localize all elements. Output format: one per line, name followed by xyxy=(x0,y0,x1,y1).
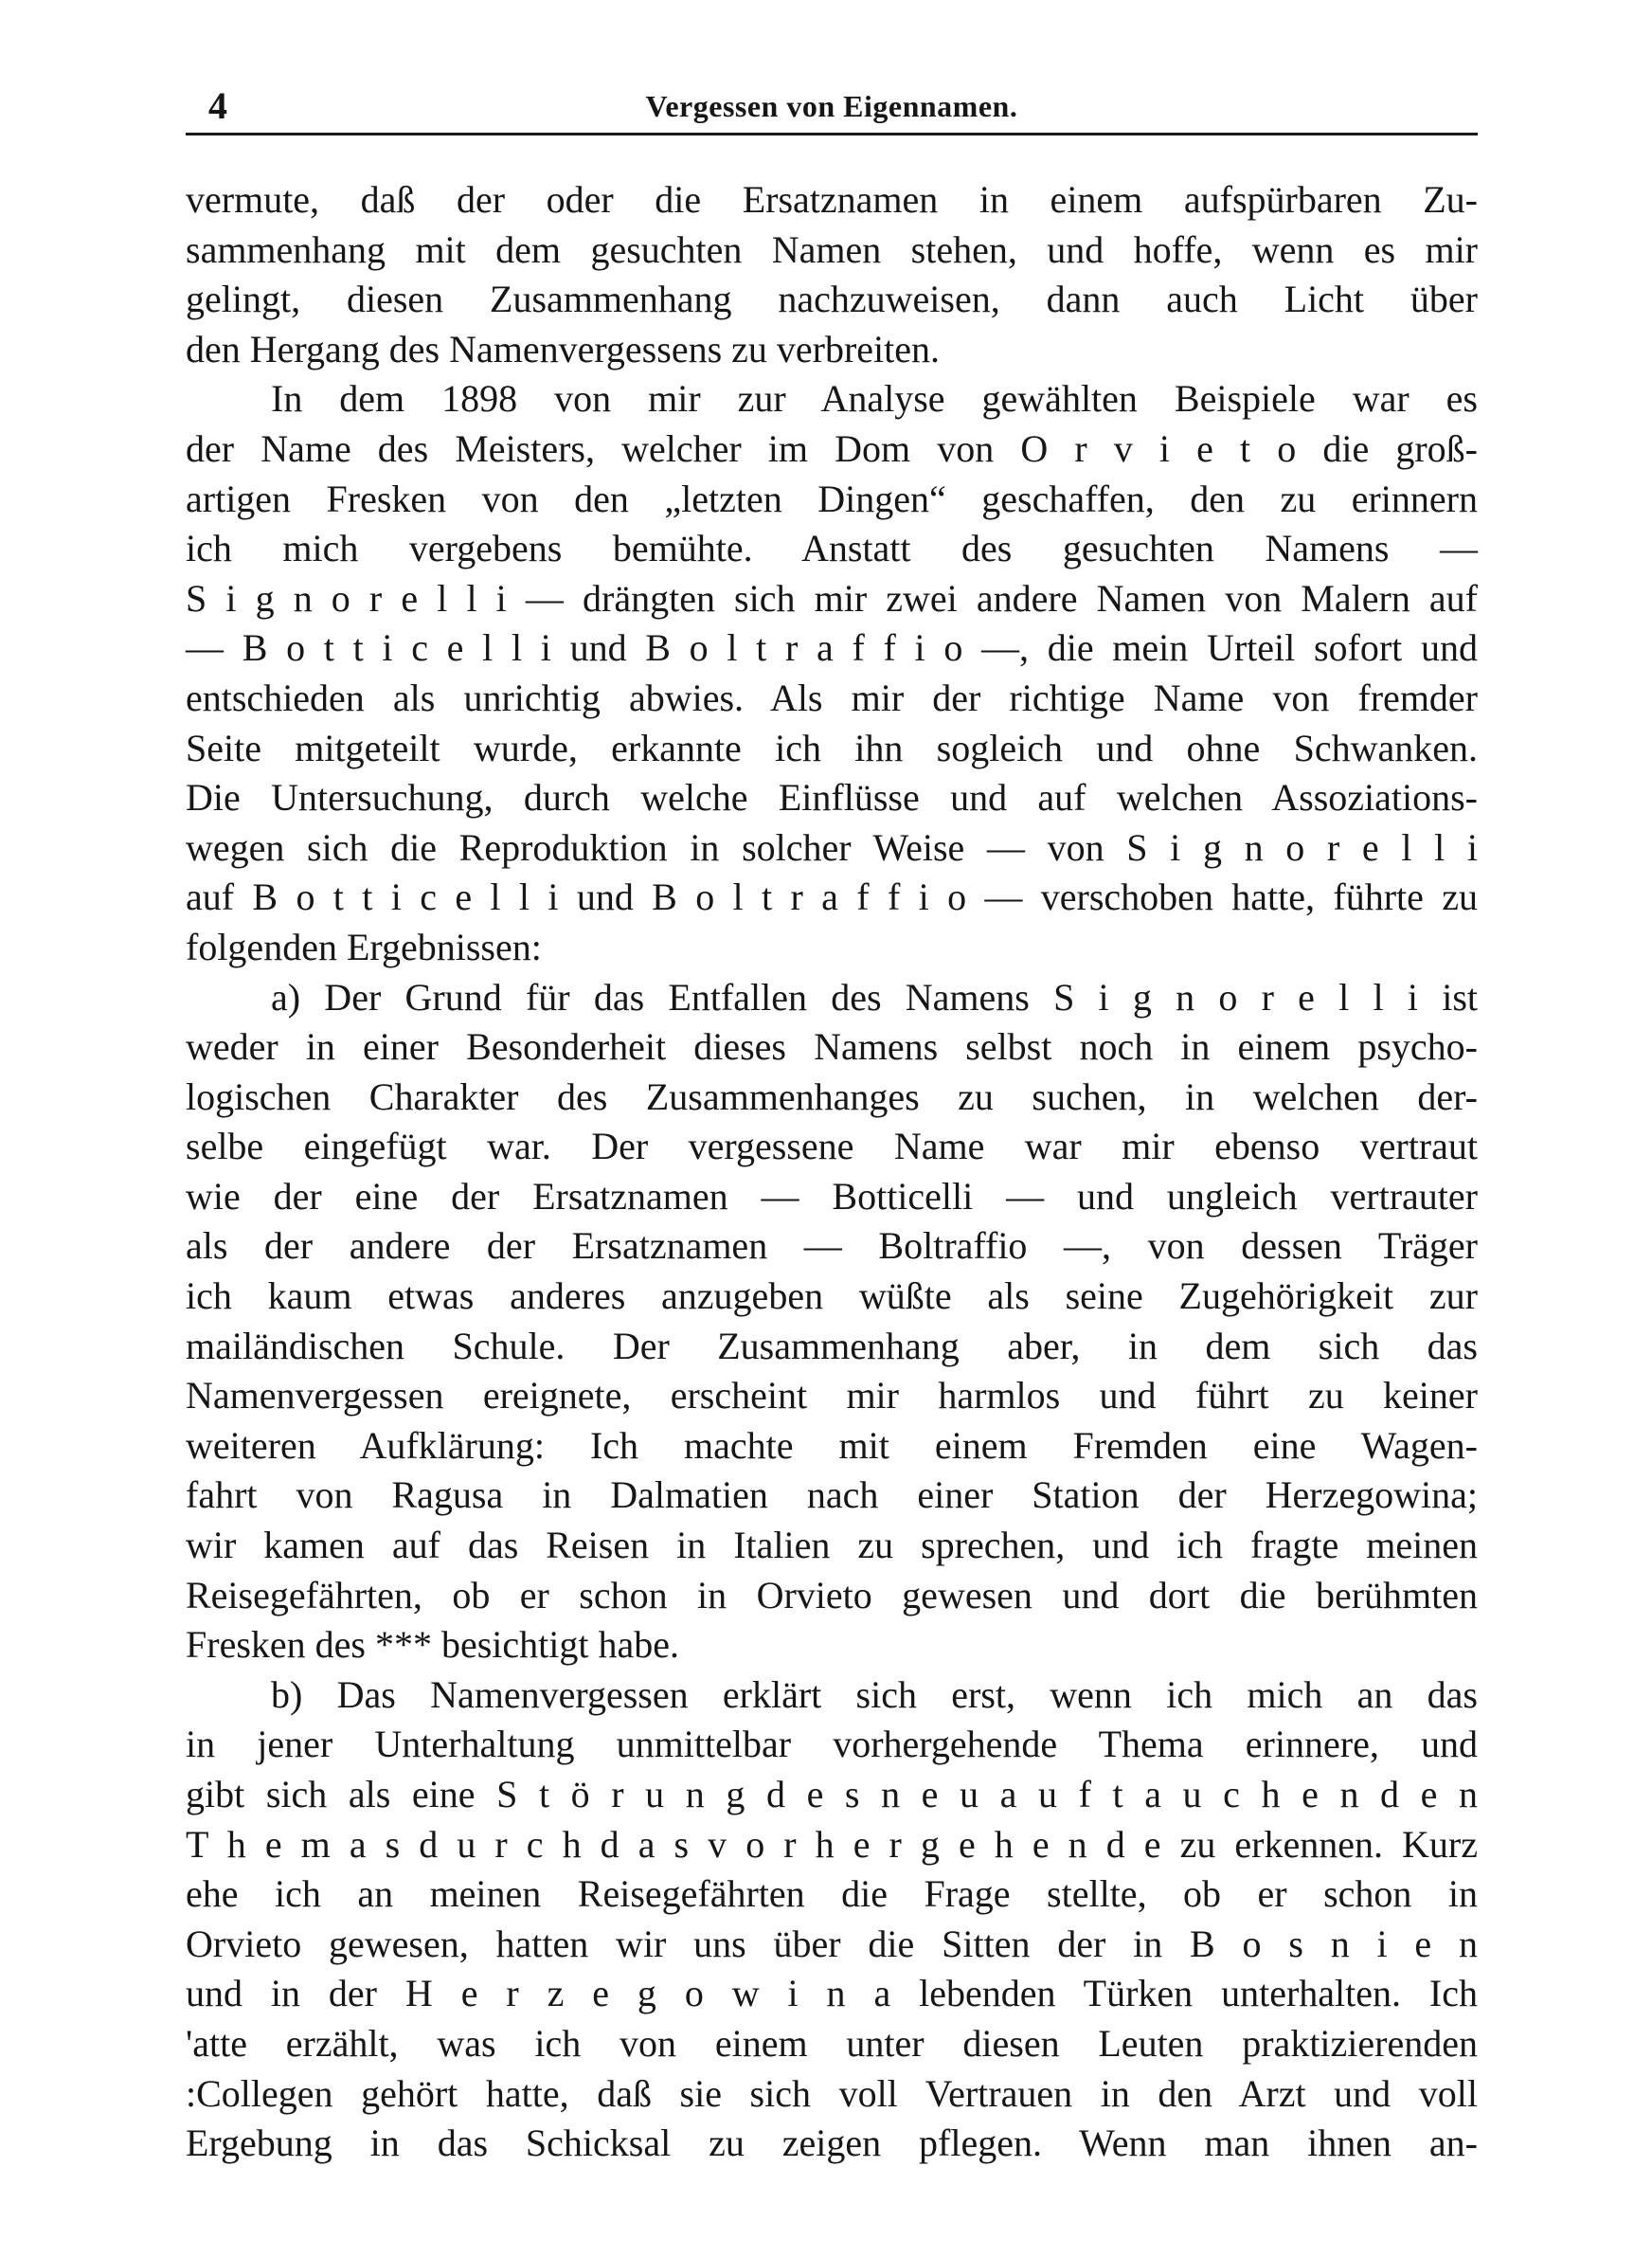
text-line: weiteren Aufklärung: Ich machte mit einem Fremden eine Wagen- xyxy=(186,1423,1478,1467)
text-line: Seite mitgeteilt wurde, erkannte ich ihn sogleich und ohne Schwanken. xyxy=(186,726,1478,769)
running-title: Vergessen von Eigennamen. xyxy=(645,89,1018,123)
text-line: Fresken des *** besichtigt habe. xyxy=(186,1623,679,1667)
text-line: auf B o t t i c e l l i und B o l t r a f f i o — verschoben hatte, führte zu xyxy=(186,876,1478,919)
text-line: S i g n o r e l l i — drängten sich mir zwei andere Namen von Malern auf xyxy=(186,576,1478,620)
page-number: 4 xyxy=(208,84,227,127)
text-line: ehe ich an meinen Reisegefährten die Frage stellte, ob er schon in xyxy=(186,1872,1478,1916)
text-line: wir kamen auf das Reisen in Italien zu sprechen, und ich fragte meinen xyxy=(186,1524,1478,1567)
text-line: ich kaum etwas anderes anzugeben wüßte als seine Zugehörigkeit zur xyxy=(186,1274,1478,1318)
text-line: selbe eingefügt war. Der vergessene Name war mir ebenso vertraut xyxy=(186,1125,1478,1168)
text-line: Die Untersuchung, durch welche Einflüsse und auf welchen Assoziations- xyxy=(186,776,1478,820)
text-line: vermute, daß der oder die Ersatznamen in einem aufspürbaren Zu- xyxy=(186,178,1478,221)
text-line: — B o t t i c e l l i und B o l t r a f f i o —, die mein Urteil sofort und xyxy=(186,626,1478,670)
text-line: artigen Fresken von den „letzten Dingen“ geschaffen, den zu erinnern xyxy=(186,477,1478,520)
text-line: in jener Unterhaltung unmittelbar vorhergehende Thema erinnere, und xyxy=(186,1723,1478,1766)
text-line: fahrt von Ragusa in Dalmatien nach einer Station der Herzegowina; xyxy=(186,1473,1478,1517)
text-line: Ergebung in das Schicksal zu zeigen pflegen. Wenn man ihnen an- xyxy=(186,2122,1478,2165)
text-line: als der andere der Ersatznamen — Boltraffio —, von dessen Träger xyxy=(186,1224,1478,1268)
text-line: Namenvergessen ereignete, erscheint mir harmlos und führt zu keiner xyxy=(186,1374,1478,1417)
text-line: entschieden als unrichtig abwies. Als mir der richtige Name von fremder xyxy=(186,676,1478,719)
text-line: der Name des Meisters, welcher im Dom von O r v i e t o die groß- xyxy=(186,426,1478,470)
text-line: a) Der Grund für das Entfallen des Namens S i g n o r e l l i ist xyxy=(271,975,1478,1019)
text-line: gibt sich als eine S t ö r u n g d e s n e u a u f t a u c h e n d e n xyxy=(186,1773,1478,1815)
text-line: T h e m a s d u r c h d a s v o r h e r g e h e n d e zu erkennen. Kurz xyxy=(186,1822,1478,1866)
text-line: Reisegefährten, ob er schon in Orvieto gewesen und dort die berühmten xyxy=(186,1573,1478,1616)
text-line: In dem 1898 von mir zur Analyse gewählten Beispiele war es xyxy=(271,377,1478,421)
text-line: b) Das Namenvergessen erklärt sich erst, wenn ich mich an das xyxy=(271,1672,1478,1716)
text-line: ich mich vergebens bemühte. Anstatt des gesuchten Namens — xyxy=(186,527,1478,570)
text-line: :Collegen gehört hatte, daß sie sich voll Vertrauen in den Arzt und voll xyxy=(186,2071,1478,2115)
text-line: wie der eine der Ersatznamen — Botticelli — und ungleich vertrauter xyxy=(186,1174,1478,1218)
text-line: 'atte erzählt, was ich von einem unter diesen Leuten praktizierenden xyxy=(186,2021,1478,2065)
text-line: mailändischen Schule. Der Zusammenhang aber, in dem sich das xyxy=(186,1324,1478,1367)
text-line: wegen sich die Reproduktion in solcher Weise — von S i g n o r e l l i xyxy=(186,825,1478,869)
page-header xyxy=(186,81,1478,131)
text-line: sammenhang mit dem gesuchten Namen stehen, und hoffe, wenn es mir xyxy=(186,227,1478,271)
text-line: weder in einer Besonderheit dieses Namens selbst noch in einem psycho- xyxy=(186,1025,1478,1069)
text-line: und in der H e r z e g o w i n a lebenden Türken unterhalten. Ich xyxy=(186,1972,1478,2015)
header-rule xyxy=(186,133,1478,135)
text-line: gelingt, diesen Zusammenhang nachzuweisen, dann auch Licht über xyxy=(186,278,1478,321)
text-line: folgenden Ergebnissen: xyxy=(186,925,542,968)
text-line: logischen Charakter des Zusammenhanges zu suchen, in welchen der- xyxy=(186,1074,1478,1118)
body-text xyxy=(186,175,1478,2169)
text-line: den Hergang des Namenvergessens zu verbreiten. xyxy=(186,327,941,370)
text-line: Orvieto gewesen, hatten wir uns über die Sitten der in B o s n i e n xyxy=(186,1922,1478,1965)
